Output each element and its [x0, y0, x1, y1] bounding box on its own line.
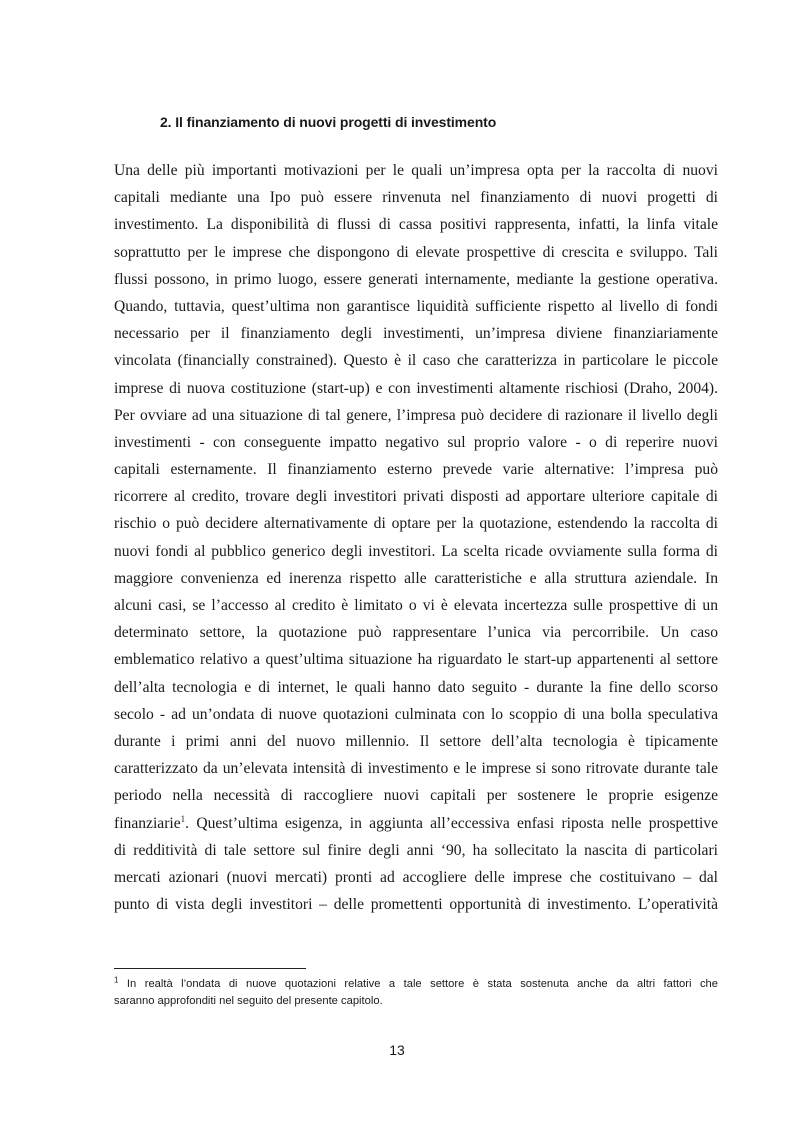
text-line: Per ovviare ad una situazione di tal genere, l’impresa può decidere di razionare il livello degli	[114, 406, 718, 424]
text-line: secolo - ad un’ondata di nuove quotazioni culminata con lo scoppio di una bolla speculativa	[114, 705, 718, 723]
text-line: dell’alta tecnologia e di internet, le quali hanno dato seguito - durante la fine dello scorso	[114, 678, 718, 696]
text-line: necessario per il finanziamento degli investimenti, un’impresa diviene finanziariamente	[114, 325, 718, 343]
text-line: flussi possono, in primo luogo, essere generati internamente, mediante la gestione operativa.	[114, 270, 718, 288]
page-number: 13	[389, 1042, 405, 1058]
text-line: investimento. La disponibilità di flussi di cassa positivi rappresenta, infatti, la linfa vitale	[114, 216, 718, 234]
text-line: ricorrere al credito, trovare degli investitori privati disposti ad apportare ulteriore capitale di	[114, 488, 718, 506]
text-line: imprese di nuova costituzione (start-up) e con investimenti altamente rischiosi (Draho, 2004).	[114, 379, 718, 397]
text-line: capitali mediante una Ipo può essere rinvenuta nel finanziamento di nuovi progetti di	[114, 189, 718, 207]
text-segment: Quest’ultima esigenza, in aggiunta all’eccessiva enfasi riposta nelle prospettive	[196, 814, 718, 832]
text-line: emblematico relativo a quest’ultima situazione ha riguardato le start-up appartenenti al settore	[114, 651, 718, 669]
body-paragraph	[114, 157, 718, 918]
text-line: soprattutto per le imprese che dispongono di elevate prospettive di crescita e sviluppo. Tali	[114, 243, 718, 261]
text-segment: finanziarie	[114, 814, 181, 832]
section-heading: 2. Il finanziamento di nuovi progetti di investimento	[160, 114, 497, 130]
text-line: mercati azionari (nuovi mercati) pronti ad accogliere delle imprese che costituivano – dal	[114, 868, 718, 886]
text-line: di redditività di tale settore sul finire degli anni ‘90, ha sollecitato la nascita di particolari	[114, 841, 718, 859]
text-line	[114, 810, 718, 837]
text-line: Quando, tuttavia, quest’ultima non garantisce liquidità sufficiente rispetto al livello di fondi	[114, 297, 718, 315]
text-line: Una delle più importanti motivazioni per le quali un’impresa opta per la raccolta di nuovi	[114, 162, 718, 179]
footnote-text: In realtà l’ondata di nuove quotazioni relative a tale settore è stata sostenuta anche da altri fattori che	[126, 978, 718, 990]
text-line: caratterizzato da un’elevata intensità di investimento e le imprese si sono ritrovate durante tale	[114, 760, 718, 778]
footnote-marker: 1	[114, 975, 119, 985]
footnote-line: saranno approfonditi nel seguito del presente capitolo.	[114, 995, 383, 1007]
text-line: capitali esternamente. Il finanziamento esterno prevede varie alternative: l’impresa può	[114, 461, 718, 479]
footnote-line	[114, 976, 718, 993]
text-line: nuovi fondi al pubblico generico degli investitori. La scelta ricade ovviamente sulla forma di	[114, 542, 718, 560]
text-line: investimenti - con conseguente impatto negativo sul proprio valore - o di reperire nuovi	[114, 433, 718, 451]
text-line: punto di vista degli investitori – delle promettenti opportunità di investimento. L’operatività	[114, 896, 718, 914]
footnote-reference[interactable]: 1	[180, 813, 186, 824]
text-segment: .	[185, 814, 190, 832]
text-line: vincolata (financially constrained). Questo è il caso che caratterizza in particolare le piccole	[114, 352, 718, 370]
text-line: alcuni casi, se l’accesso al credito è limitato o vi è elevata incertezza sulle prospettive di un	[114, 597, 718, 614]
text-line: periodo nella necessità di raccogliere nuovi capitali per sostenere le proprie esigenze	[114, 787, 718, 805]
footnote-divider	[114, 968, 306, 969]
footnote	[114, 976, 718, 1010]
text-line: rischio o può decidere alternativamente di optare per la quotazione, estendendo la raccolta di	[114, 515, 718, 533]
text-line: maggiore convenienza ed inerenza rispetto alle caratteristiche e alla struttura aziendale. In	[114, 569, 718, 587]
text-line: determinato settore, la quotazione può rappresentare l’unica via percorribile. Un caso	[114, 624, 718, 642]
text-line: durante i primi anni del nuovo millennio. Il settore dell’alta tecnologia è tipicamente	[114, 732, 718, 750]
